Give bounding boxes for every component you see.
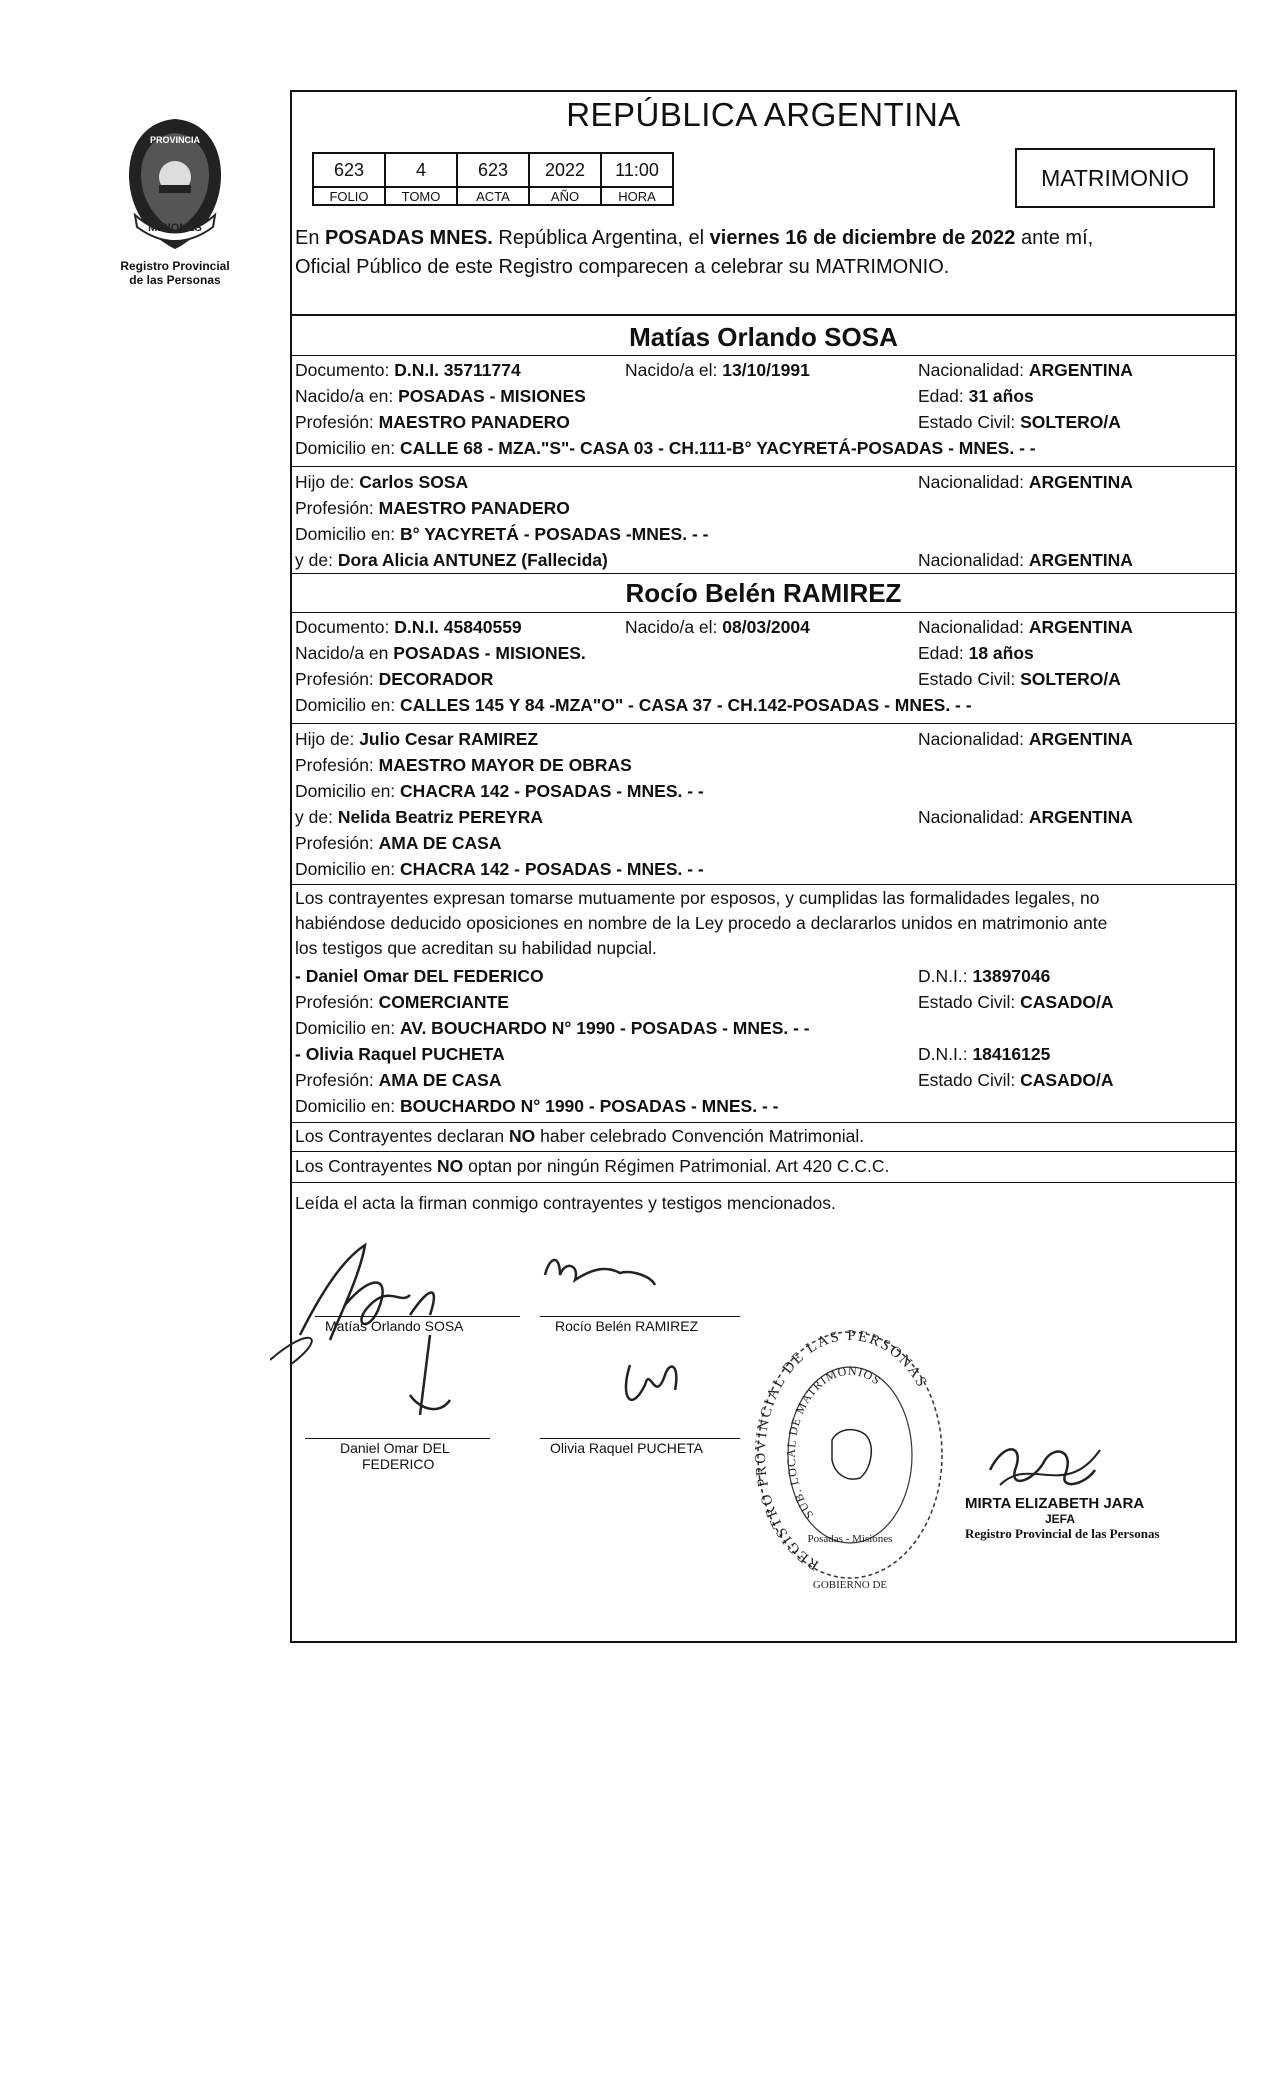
- spouse2-birthdate: Nacido/a el: 08/03/2004: [625, 617, 810, 637]
- spouse2-mother: y de: Nelida Beatriz PEREYRA: [295, 807, 544, 827]
- spouse2-birthplace: Nacido/a en POSADAS - MISIONES.: [295, 643, 586, 663]
- spouse1-civil-status: Estado Civil: SOLTERO/A: [918, 412, 1121, 432]
- official-office: Registro Provincial de las Personas: [965, 1526, 1160, 1541]
- spouse1-mother-nationality: Nacionalidad: ARGENTINA: [918, 550, 1133, 570]
- spouse2-nationality: Nacionalidad: ARGENTINA: [918, 617, 1133, 637]
- spouse2-document: Documento: D.N.I. 45840559: [295, 617, 522, 637]
- spouse1-father-profession: Profesión: MAESTRO PANADERO: [295, 498, 570, 518]
- witness1-dni: D.N.I.: 13897046: [918, 966, 1051, 986]
- spouse1-age: Edad: 31 años: [918, 386, 1034, 406]
- spouse1-birthdate: Nacido/a el: 13/10/1991: [625, 360, 810, 380]
- ano-value: 2022: [529, 153, 601, 187]
- signature-pucheta-icon: [626, 1365, 676, 1400]
- misiones-seal-icon: [125, 115, 225, 255]
- registry-logo: [110, 115, 240, 287]
- intro-text: En POSADAS MNES. República Argentina, el viernes 16 de diciembre de 2022 ante mí, Oficial Público de este Registro comparecen a celebrar su MATRIMONIO.: [295, 227, 1094, 278]
- svg-text:SUB. LOCAL DE MATRIMONIOS: SUB. LOCAL DE MATRIMONIOS: [783, 1363, 884, 1522]
- witness2-name: - Olivia Raquel PUCHETA: [295, 1044, 505, 1064]
- divider: [290, 1182, 1237, 1183]
- convention-line2: Los Contrayentes NO optan por ningún Régimen Patrimonial. Art 420 C.C.C.: [295, 1156, 890, 1176]
- spouse1-father-address: Domicilio en: B° YACYRETÁ - POSADAS -MNES. - -: [295, 524, 709, 544]
- signature-line: [540, 1438, 740, 1439]
- witness1-profession: Profesión: COMERCIANTE: [295, 992, 509, 1012]
- folio-label: FOLIO: [313, 187, 385, 205]
- signature-delfederico-icon: [410, 1335, 450, 1415]
- svg-text:PROVINCIA: PROVINCIA: [149, 135, 201, 145]
- signature-label-ramirez: Rocío Belén RAMIREZ: [555, 1318, 699, 1334]
- svg-text:Posadas - Misiones: Posadas - Misiones: [807, 1533, 893, 1545]
- witness1-civil-status: Estado Civil: CASADO/A: [918, 992, 1114, 1012]
- acta-label: ACTA: [457, 187, 529, 205]
- spouse2-name: Rocío Belén RAMIREZ: [625, 578, 902, 608]
- witness1-name: - Daniel Omar DEL FEDERICO: [295, 966, 544, 986]
- signature-label-pucheta: Olivia Raquel PUCHETA: [550, 1440, 704, 1456]
- document-title: REPÚBLICA ARGENTINA: [566, 96, 961, 133]
- spouse2-civil-status: Estado Civil: SOLTERO/A: [918, 669, 1121, 689]
- official-role: JEFA: [1045, 1512, 1076, 1526]
- spouse2-father-profession: Profesión: MAESTRO MAYOR DE OBRAS: [295, 755, 632, 775]
- witness2-profession: Profesión: AMA DE CASA: [295, 1070, 502, 1090]
- closing-text: Leída el acta la firman conmigo contrayentes y testigos mencionados.: [295, 1193, 836, 1213]
- signature-label-delfederico: Daniel Omar DEL FEDERICO: [340, 1440, 450, 1472]
- spouse2-father-nationality: Nacionalidad: ARGENTINA: [918, 729, 1133, 749]
- registry-table: [312, 152, 674, 206]
- witness2-dni: D.N.I.: 18416125: [918, 1044, 1051, 1064]
- spouse1-address: Domicilio en: CALLE 68 - MZA."S"- CASA 03 - CH.111-B° YACYRETÁ-POSADAS - MNES. - -: [295, 438, 1036, 458]
- folio-value: 623: [313, 153, 385, 187]
- official-signatory: [965, 1495, 1160, 1542]
- official-name: MIRTA ELIZABETH JARA: [965, 1495, 1145, 1512]
- declaration-text: Los contrayentes expresan tomarse mutuamente por esposos, y cumplidas las formalidades legales, no habiéndose deducido oposiciones en nombre de la Ley procedo a declararlos unidos en matrimonio ante los testigos que acreditan su habilidad nupcial.: [295, 888, 1108, 958]
- spouse1-nationality: Nacionalidad: ARGENTINA: [918, 360, 1133, 380]
- signature-ramirez-icon: [545, 1260, 655, 1285]
- divider: [290, 1151, 1237, 1152]
- divider: [290, 1122, 1237, 1123]
- convention-line1: Los Contrayentes declaran NO haber celebrado Convención Matrimonial.: [295, 1126, 865, 1146]
- divider: [290, 612, 1237, 613]
- tomo-value: 4: [385, 153, 457, 187]
- spouse2-address: Domicilio en: CALLES 145 Y 84 -MZA"O" - CASA 37 - CH.142-POSADAS - MNES. - -: [295, 695, 972, 715]
- svg-text:GOBIERNO DE: GOBIERNO DE: [812, 1579, 888, 1591]
- witness1-address: Domicilio en: AV. BOUCHARDO N° 1990 - POSADAS - MNES. - -: [295, 1018, 810, 1038]
- spouse2-father-address: Domicilio en: CHACRA 142 - POSADAS - MNES. - -: [295, 781, 704, 801]
- hora-value: 11:00: [601, 153, 673, 187]
- divider: [290, 573, 1237, 574]
- spouse1-document: Documento: D.N.I. 35711774: [295, 360, 521, 380]
- divider: [290, 723, 1237, 724]
- spouse2-mother-profession: Profesión: AMA DE CASA: [295, 833, 502, 853]
- signature-line: [305, 1438, 490, 1439]
- spouse2-mother-address: Domicilio en: CHACRA 142 - POSADAS - MNES. - -: [295, 859, 704, 879]
- witness2-civil-status: Estado Civil: CASADO/A: [918, 1070, 1114, 1090]
- signature-line: [315, 1316, 520, 1317]
- divider: [290, 466, 1237, 467]
- divider: [290, 314, 1237, 316]
- spouse2-mother-nationality: Nacionalidad: ARGENTINA: [918, 807, 1133, 827]
- signature-flourish-icon: [270, 1338, 312, 1365]
- spouse1-profession: Profesión: MAESTRO PANADERO: [295, 412, 570, 432]
- divider: [290, 884, 1237, 885]
- spouse1-mother: y de: Dora Alicia ANTUNEZ (Fallecida): [295, 550, 608, 570]
- signature-label-sosa: Matías Orlando SOSA: [325, 1318, 464, 1334]
- official-stamp-icon: [750, 1320, 950, 1600]
- spouse2-father: Hijo de: Julio Cesar RAMIREZ: [295, 729, 539, 749]
- svg-text:MISIONES: MISIONES: [148, 222, 202, 234]
- divider: [290, 355, 1237, 356]
- spouse1-father: Hijo de: Carlos SOSA: [295, 472, 469, 492]
- logo-caption: Registro Provincial de las Personas: [120, 259, 230, 287]
- ano-label: AÑO: [529, 187, 601, 205]
- act-type-box: MATRIMONIO: [1015, 148, 1215, 208]
- witness2-address: Domicilio en: BOUCHARDO N° 1990 - POSADAS - MNES. - -: [295, 1096, 779, 1116]
- spouse2-profession: Profesión: DECORADOR: [295, 669, 494, 689]
- spouse1-name: Matías Orlando SOSA: [629, 322, 898, 352]
- signature-line: [540, 1316, 740, 1317]
- acta-value: 623: [457, 153, 529, 187]
- spouse1-birthplace: Nacido/a en: POSADAS - MISIONES: [295, 386, 586, 406]
- spouse2-age: Edad: 18 años: [918, 643, 1034, 663]
- tomo-label: TOMO: [385, 187, 457, 205]
- svg-text:REGISTRO PROVINCIAL DE LAS PER: REGISTRO PROVINCIAL DE LAS PERSONAS: [752, 1327, 931, 1573]
- spouse1-father-nationality: Nacionalidad: ARGENTINA: [918, 472, 1133, 492]
- hora-label: HORA: [601, 187, 673, 205]
